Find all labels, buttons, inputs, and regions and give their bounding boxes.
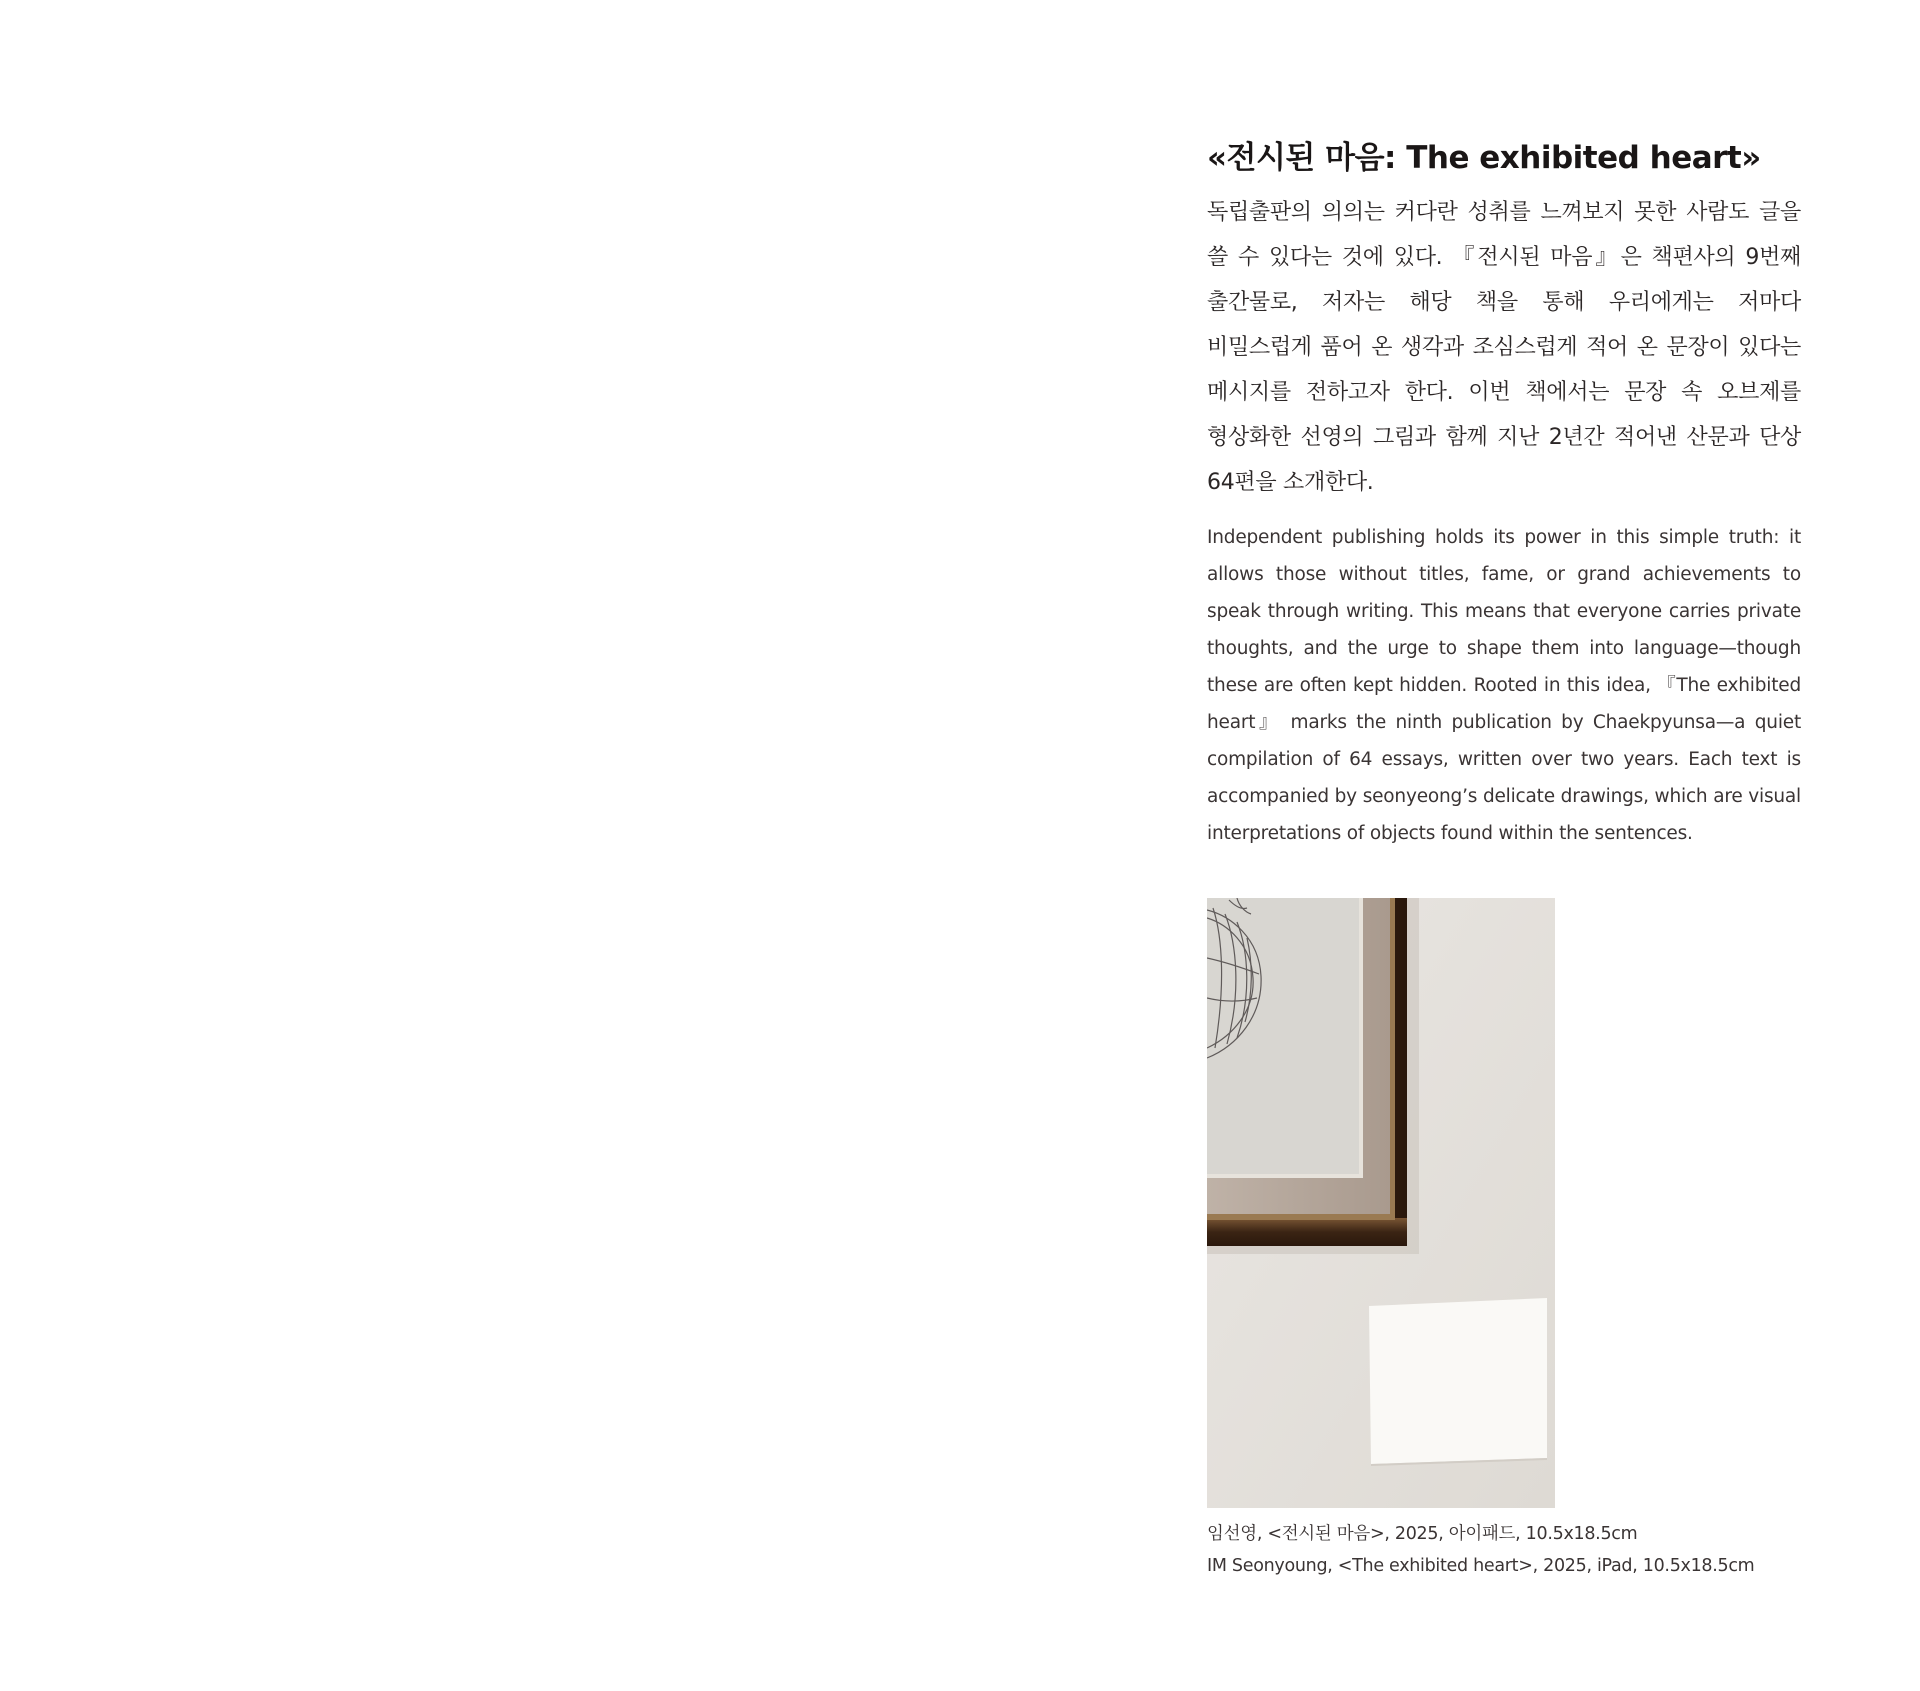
figure-caption <box>1207 1518 1807 1582</box>
korean-description: 독립출판의 의의는 커다란 성취를 느껴보지 못한 사람도 글을 쓸 수 있다는 것에 있다. 『전시된 마음』은 책편사의 9번째 출간물로, 저자는 해당 책을 통해 우리에게는 저마다 비밀스럽게 품어 온 생각과 조심스럽게 적어 온 문장이 있다는 메시지를 전하고자 한다. 이번 책에서는 문장 속 오브제를 형상화한 선영의 그림과 함께 지난 2년간 적어낸 산문과 단상 64편을 소개한다. <box>1207 200 1801 495</box>
artwork-photo-illustration <box>1207 898 1555 1508</box>
drawing-paper <box>1207 898 1359 1174</box>
wall-label-card <box>1369 1298 1547 1464</box>
frame-bottom <box>1207 1218 1407 1246</box>
text-column <box>1207 138 1801 852</box>
artwork-photo <box>1207 898 1555 1508</box>
section-title: «전시된 마음: The exhibited heart» <box>1207 140 1761 176</box>
caption-english: IM Seonyoung, <The exhibited heart>, 2025, iPad, 10.5x18.5cm <box>1207 1556 1755 1576</box>
caption-korean: 임선영, <전시된 마음>, 2025, 아이패드, 10.5x18.5cm <box>1207 1524 1638 1544</box>
english-description: Independent publishing holds its power in this simple truth: it allows those without titles, fame, or grand achievements to speak through writing. This means that everyone carries private thoughts, and the urge to shape them into language—though these are often kept hidden. Rooted in this idea, 『The exhibited heart』 marks the ninth publication by Chaekpyunsa—a quiet compilation of 64 essays, written over two years. Each text is accompanied by seonyeong’s delicate drawings, which are visual interpretations of objects found within the sentences. <box>1207 527 1801 844</box>
